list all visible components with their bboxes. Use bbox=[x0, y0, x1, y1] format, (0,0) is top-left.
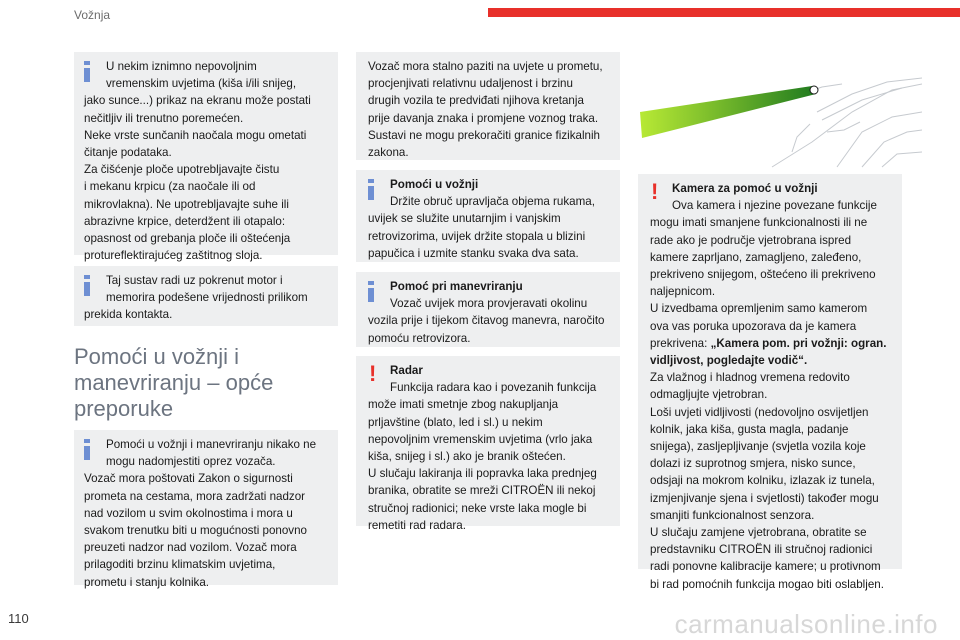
warning-box-camera bbox=[638, 174, 902, 591]
box-line: smanjiti funkcionalnost senzora. bbox=[650, 508, 815, 522]
box-line: prljavštine (blato, led i sl.) u nekim bbox=[368, 415, 543, 429]
box-line: bi rad pomoćnih funkcija mogao biti oslabljen. bbox=[650, 577, 884, 591]
info-box-driving-aids bbox=[356, 170, 620, 262]
warning-box-radar bbox=[356, 356, 620, 532]
info-icon bbox=[84, 439, 90, 461]
box-line: odmagljujte vjetrobran. bbox=[650, 388, 768, 402]
box-line: radi ponovne kalibracije kamere; u protivnom bbox=[650, 560, 881, 574]
box-line: drugih vozila te predviđati njihova kretanja bbox=[368, 94, 584, 108]
box-line: prilagoditi brzinu klimatskim uvjetima, bbox=[84, 558, 276, 572]
box-line: ova vas poruka upozorava da je kamera bbox=[650, 319, 857, 333]
box-line: mikrovlakna). Ne upotrebljavajte suhe ili bbox=[84, 197, 289, 211]
box-line: Za vlažnog i hladnog vremena redovito bbox=[650, 371, 850, 385]
info-box-display-conditions bbox=[74, 52, 338, 263]
warning-message-continued: vidljivost, pogledajte vodič“. bbox=[650, 354, 808, 368]
box-line: vremenskim uvjetima (kiša i/ili snijeg, bbox=[106, 77, 297, 91]
box-line: mogu nadomjestiti oprez vozača. bbox=[106, 455, 276, 469]
box-line: U nekim iznimno nepovoljnim bbox=[106, 60, 257, 73]
box-title: Radar bbox=[390, 364, 423, 377]
box-line: abrazivne krpice, deterdžent ili otapalo: bbox=[84, 214, 286, 228]
box-line: naljepnicom. bbox=[650, 285, 716, 299]
box-line: Sustavi ne mogu prekoračiti granice fizikalnih bbox=[368, 128, 600, 142]
box-line: Neke vrste sunčanih naočala mogu ometati bbox=[84, 128, 307, 142]
box-line: papučica i uzmite stanku svaka dva sata. bbox=[368, 246, 579, 260]
header-accent-bar bbox=[488, 8, 960, 17]
box-line: branika, obratite se mreži CITROËN ili nekoj bbox=[368, 484, 596, 498]
page-number: 110 bbox=[8, 611, 29, 626]
box-line: prometa na cestama, mora zadržati nadzor bbox=[84, 489, 306, 503]
info-icon bbox=[84, 61, 90, 83]
box-line: preuzeti nadzor nad vozilom. Vozač mora bbox=[84, 541, 297, 555]
box-line: stručnoj radionici; neke vrste laka mogle bi bbox=[368, 501, 587, 515]
warning-message: „Kamera pom. pri vožnji: ogran. bbox=[710, 336, 887, 350]
box-line: Vozač mora stalno paziti na uvjete u prometu, bbox=[368, 60, 603, 73]
camera-field-of-view bbox=[640, 86, 816, 138]
box-title: Kamera za pomoć u vožnji bbox=[672, 182, 818, 195]
info-box-manoeuvring-aid bbox=[356, 272, 620, 347]
box-line: remetiti rad radara. bbox=[368, 518, 466, 532]
box-line bbox=[650, 335, 896, 352]
info-box-memory bbox=[74, 266, 338, 326]
text-box-driver-attention bbox=[356, 52, 620, 160]
box-line: protureflektirajućeg zaštitnog sloja. bbox=[84, 249, 263, 263]
box-line: može imati smetnje zbog nakupljanja bbox=[368, 398, 559, 412]
warning-icon: ! bbox=[651, 179, 659, 204]
windshield-camera-illustration bbox=[622, 72, 922, 172]
box-line: Funkcija radara kao i povezanih funkcija bbox=[390, 381, 597, 395]
box-title: Pomoći u vožnji bbox=[390, 178, 479, 191]
box-line: Vozač uvijek mora provjeravati okolinu bbox=[390, 297, 588, 311]
box-line: Taj sustav radi uz pokrenut motor i bbox=[106, 274, 283, 287]
box-line: vozila prije i tijekom čitavog manevra, naročito bbox=[368, 314, 605, 328]
box-line: zakona. bbox=[368, 146, 409, 160]
box-title: Pomoć pri manevriranju bbox=[390, 280, 523, 293]
box-line: nad vozilom u svim okolnostima i mora u bbox=[84, 506, 293, 520]
warning-icon: ! bbox=[369, 361, 377, 386]
box-line: rade ako je područje vjetrobrana ispred bbox=[650, 233, 852, 247]
box-line: retrovizorima, uvijek držite stopala u blizini bbox=[368, 229, 586, 243]
box-line: nepovoljnim vremenskim uvjetima (vrlo jaka bbox=[368, 432, 593, 446]
box-line: Pomoći u vožnji i manevriranju nikako ne bbox=[106, 438, 317, 451]
box-line: dolazi iz suprotnog smjera, nisko sunce, bbox=[650, 457, 856, 471]
box-line: Držite obruč upravljača objema rukama, bbox=[390, 195, 595, 209]
box-line: snijega), zasljepljivanje (svjetla vozila koje bbox=[650, 440, 866, 454]
box-line: U slučaju lakiranja ili popravka laka prednjeg bbox=[368, 467, 597, 481]
info-icon bbox=[84, 275, 90, 297]
box-line: memorira podešene vrijednosti prilikom bbox=[106, 291, 308, 305]
watermark: carmanualsonline.info bbox=[674, 609, 938, 639]
box-line: odsjaji na mokrom kolniku, izlazak iz tunela, bbox=[650, 474, 875, 488]
box-line: i mekanu krpicu (za naočale ili od bbox=[84, 180, 256, 194]
info-icon bbox=[368, 179, 374, 201]
box-line: opasnost od grebanja ploče ili oštećenja bbox=[84, 232, 291, 246]
box-line: prometu i stanju kolnika. bbox=[84, 575, 210, 589]
box-line: kolnik, jaka kiša, gusta magla, padanje bbox=[650, 422, 849, 436]
section-heading: Pomoći u vožnji i manevriranju – opće preporuke bbox=[74, 344, 274, 421]
box-line: U izvedbama opremljenim samo kamerom bbox=[650, 302, 868, 316]
box-line: Loši uvjeti vidljivosti (nedovoljno osvijetljen bbox=[650, 405, 869, 419]
box-line: mogu imati smanjene funkcionalnosti ili ne bbox=[650, 216, 868, 230]
message-prefix: prekrivena: bbox=[650, 336, 711, 350]
camera-icon bbox=[810, 86, 818, 94]
box-line: procjenjivati relativnu udaljenost i brzinu bbox=[368, 77, 573, 91]
box-line: svakom trenutku biti u mogućnosti ponovno bbox=[84, 524, 307, 538]
box-line: prekida kontakta. bbox=[84, 308, 173, 322]
box-line: čitanje podataka. bbox=[84, 146, 172, 160]
box-line: jako sunce...) prikaz na ekranu može postati bbox=[84, 94, 311, 108]
box-line: Za čišćenje ploče upotrebljavajte čistu bbox=[84, 163, 280, 177]
box-line: uvijek se služite unutarnjim i vanjskim bbox=[368, 212, 561, 226]
box-line: nečitljiv ili trenutno poremećen. bbox=[84, 111, 244, 125]
box-line: kiša, snijeg i sl.) ako je branik oštećen. bbox=[368, 450, 566, 464]
section-label: Vožnja bbox=[74, 8, 111, 22]
box-line: pomoću retrovizora. bbox=[368, 331, 471, 345]
box-line: kamere zaprljano, zamagljeno, zaleđeno, bbox=[650, 250, 862, 264]
info-box-general-advice bbox=[74, 430, 338, 589]
box-line: prije davanja znaka i promjene voznog traka. bbox=[368, 111, 599, 125]
info-icon bbox=[368, 281, 374, 303]
box-line: prekriveno snijegom, oštećeno ili prekriveno bbox=[650, 268, 876, 282]
box-line: Vozač mora poštovati Zakon o sigurnosti bbox=[84, 472, 293, 486]
box-line: izmjenjivanje sjena i svjetlosti) također mogu bbox=[650, 491, 879, 505]
box-line: predstavniku CITROËN ili stručnoj radionici bbox=[650, 543, 873, 557]
box-line: U slučaju zamjene vjetrobrana, obratite se bbox=[650, 526, 867, 540]
box-line: Ova kamera i njezine povezane funkcije bbox=[672, 199, 877, 213]
